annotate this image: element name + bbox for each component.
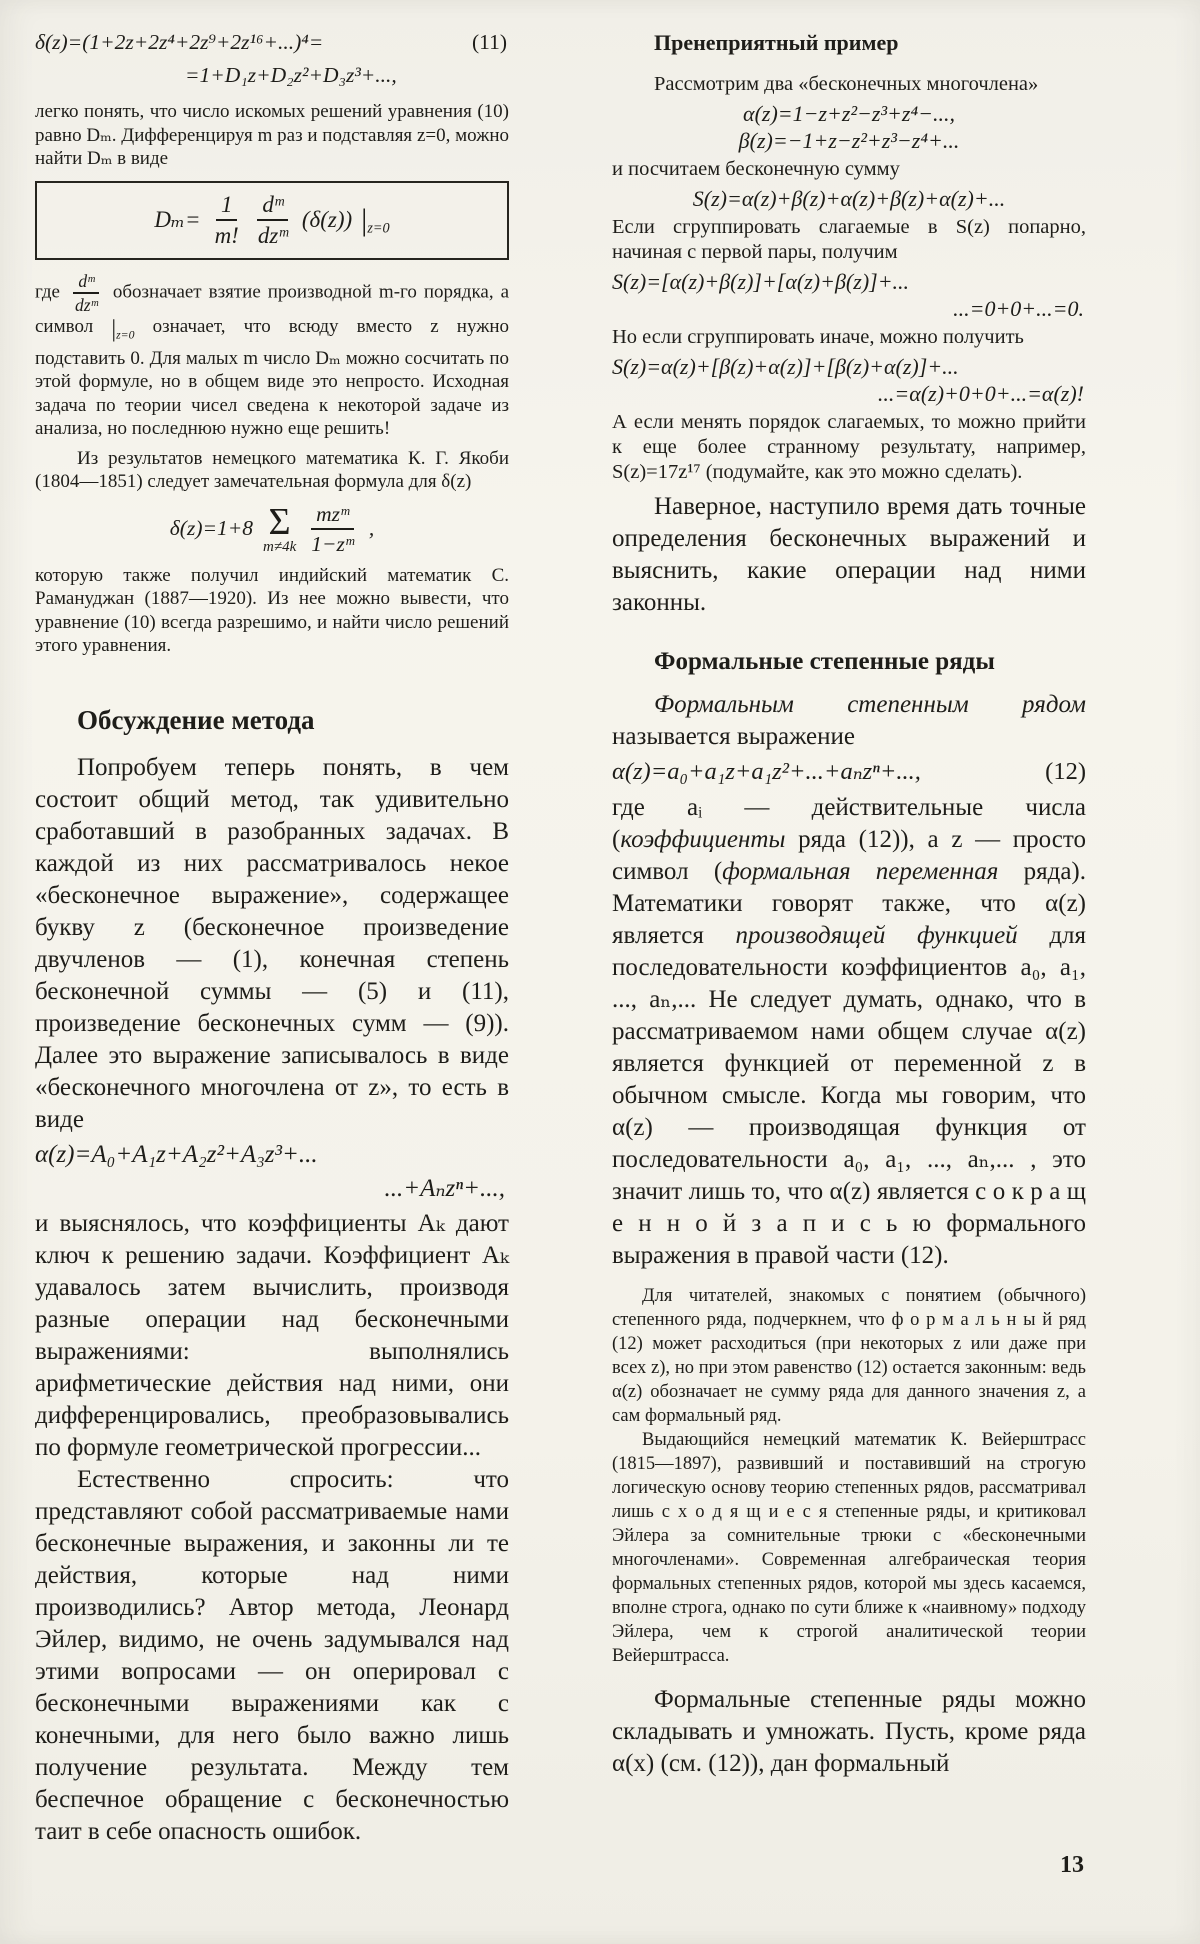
term-formal-variable: формальная переменная <box>722 858 999 885</box>
equation-s-grouping2 <box>612 353 1086 407</box>
fraction-one-over-m-factorial <box>210 192 244 250</box>
paragraph-coefficients: и выяснялось, что коэффициенты Aₖ дают ключ к решению задачи. Коэффициент Aₖ удавалось затем вычислить, производя разные операции над бесконечными выражениями: выполнялись арифметические действия над ними, они дифференцировались, преобразовывались по формуле геометрической прогрессии... <box>35 1209 509 1461</box>
equation-11-row2 <box>35 59 509 92</box>
paragraph-two-polynomials: Рассмотрим два «бесконечных многочлена» <box>654 73 1039 95</box>
fraction-jacobi <box>306 502 359 556</box>
equation-12 <box>612 755 1086 788</box>
page-number: 13 <box>1060 1852 1084 1878</box>
equation-11-line2: =1+D₁z+D₂z²+D₃z³+..., <box>185 63 397 87</box>
evaluation-bar: | <box>111 316 117 343</box>
text-segment: для последовательности коэффициентов a₀, a₁, ..., aₙ,... Не следует думать, однако, что в рассматриваемом нами общем случае α(z) является функцией от переменной z в обычном смысле. Когда мы говорим, что α(z) — производящая функция от последовательности a₀, a₁, ..., aₙ,... , это значит лишь то, что α(z) является с о к р а щ е н н о й з а п и с ь ю формального выражения в правой части (12). <box>612 922 1087 1269</box>
equation-s-line: S(z)=α(z)+β(z)+α(z)+β(z)+α(z)+... <box>692 186 1006 211</box>
equation-line: S(z)=[α(z)+β(z)]+[α(z)+β(z)]+... <box>612 269 910 294</box>
fraction-derivative-operator <box>253 192 293 250</box>
text-segment: где aᵢ — действительные числа ( <box>612 794 1086 853</box>
section-heading-method-discussion: Обсуждение метода <box>77 704 315 735</box>
equation-11 <box>35 26 509 92</box>
equation-alpha-line2: ...+Aₙzⁿ+..., <box>384 1174 505 1202</box>
left-column <box>35 26 509 1848</box>
summation-limit: m≠4k <box>263 538 297 555</box>
evaluation-bar: | <box>361 202 368 238</box>
equation-12-number: (12) <box>1045 758 1086 785</box>
equation-beta-def: β(z)=−1+z−z²+z³−z⁴+... <box>738 128 960 153</box>
equation-alpha-beta <box>612 100 1086 154</box>
fraction-denominator: dzᵐ <box>257 223 288 249</box>
fraction-denominator: 1−zᵐ <box>311 531 354 556</box>
equation-alpha-line1: α(z)=A₀+A₁z+A₂z²+A₃z³+... <box>35 1140 318 1168</box>
fraction-numerator: dᵐ <box>73 272 99 294</box>
sigma-symbol: Σ <box>268 500 291 543</box>
paragraph-petit-weierstrass: Выдающийся немецкий математик К. Вейерштрасс (1815—1897), развивший и поставивший на строгую логическую основу теорию степенных рядов, рассматривал лишь с х о д я щ и е с я степенные ряды, и критиковал Эйлера за сомнительные трюки с «бесконечными многочленами». Современная алгебраическая теория формальных степенных рядов, которой мы здесь касаемся, вполне строга, однако по сути ближе к «наивному» подходу Эйлера, чем к строгой аналитической теории Вейерштрасса. <box>612 1430 1086 1666</box>
paragraph-dm-intro: легко понять, что число искомых решений уравнения (10) равно Dₘ. Дифференцируя m раз и подставляя z=0, можно найти Dₘ в виде <box>35 101 509 169</box>
equation-alpha-series <box>35 1138 509 1206</box>
paragraph-add-multiply: Формальные степенные ряды можно складывать и умножать. Пусть, кроме ряда α(x) (см. (12)), дан формальный <box>612 1686 1086 1777</box>
right-column <box>612 26 1086 1780</box>
paragraph-euler: Естественно спросить: что представляют собой рассматриваемые нами бесконечные выражения, и законны ли те действия, которые над ними производились? Автор метода, Леонард Эйлер, видимо, не очень задумывался над этими вопросами — он оперировал с бесконечными выражениями как с конечными, для него было важно лишь получение результата. Между тем беспечное обращение с бесконечностью таит в себе опасность ошибок. <box>35 1465 509 1845</box>
paragraph-petit-divergence-note: Для читателей, знакомых с понятием (обычного) степенного ряда, подчеркнем, что ф о р м а л ь н ы й ряд (12) может расходиться (при некоторых z или даже при всех z), но при этом равенство (12) остается законным: ведь α(z) обозначает не сумму ряда для данного значения z, а сам формальный ряд. <box>612 1286 1086 1426</box>
equation-s-grouping1 <box>612 268 1086 322</box>
inline-fraction-derivative <box>70 272 103 315</box>
fraction-denominator: m! <box>214 223 239 249</box>
paragraph-group-pairs: Если сгруппировать слагаемые в S(z) попарно, начиная с первой пары, получим <box>612 216 1086 263</box>
equation-line-continuation: ...=0+0+...=0. <box>953 296 1084 321</box>
fraction-numerator: mzᵐ <box>311 502 354 530</box>
evaluation-bar-group <box>361 202 390 238</box>
equation-line-continuation: ...=α(z)+0+0+...=α(z)! <box>877 381 1084 406</box>
fraction-numerator: 1 <box>216 192 238 222</box>
text-segment: где <box>35 281 60 303</box>
equation-12-formula: α(z)=a₀+a₁z+a₁z²+...+aₙzⁿ+..., <box>612 758 921 785</box>
text-segment: означает, что всюду вместо z нужно подставить 0. Для малых m число Dₘ можно сосчитать по этой формуле, но в общем виде это непросто. Исходная задача по теории чисел сведена к некоторой задаче из анализа, но последнюю нужно еще решить! <box>35 315 510 440</box>
paragraph-ramanujan: которую также получил индийский математик С. Рамануджан (1887—1920). Из нее можно вывести, что уравнение (10) всегда разрешимо, и найти число решений этого уравнения. <box>35 564 509 657</box>
text-segment: ряда (12)), а z — просто символ ( <box>612 826 1087 885</box>
evaluation-subscript: z=0 <box>116 328 135 342</box>
text-segment: обозначает взятие производной m-го порядка, а символ <box>35 281 510 337</box>
paragraph-time-for-definitions: Наверное, наступило время дать точные определения бесконечных выражений и выяснить, какие операции над ними законны. <box>612 493 1086 616</box>
term-formal-power-series: Формальным степенным рядом <box>654 691 1086 718</box>
section-heading-unpleasant-example: Пренеприятный пример <box>654 30 899 55</box>
fraction-denominator: dzᵐ <box>74 295 98 316</box>
equation-11-line1: δ(z)=(1+2z+2z⁴+2z⁹+2z¹⁶+...)⁴= <box>35 30 324 54</box>
paragraph-method-overview: Попробуем теперь понять, в чем состоит общий метод, так удивительно сработавший в разобранных задачах. В каждой из них рассматривалось некое «бесконечное выражение», содержащее букву z (бесконечное произведение двучленов — (1), конечная степень бесконечной суммы — (5) и (11), произведение бесконечных сумм — (9)). Далее это выражение записывалось в виде «бесконечного многочлена от z», то есть в виде <box>35 753 509 1133</box>
evaluation-subscript: z=0 <box>367 220 390 237</box>
paragraph-generating-function <box>612 792 1086 1272</box>
paragraph-group-differently: Но если сгруппировать иначе, можно получить <box>612 326 1024 348</box>
paragraph-derivative-explanation <box>35 272 509 441</box>
boxed-formula-dm <box>35 181 509 261</box>
jacobi-comma: , <box>368 516 375 541</box>
equation-alpha-def: α(z)=1−z+z²−z³+z⁴−..., <box>743 101 955 126</box>
text-segment: ряда). Математики говорят также, что α(z) является <box>612 858 1086 949</box>
paragraph-formal-series-definition <box>612 689 1086 753</box>
equation-line: S(z)=α(z)+[β(z)+α(z)]+[β(z)+α(z)]+... <box>612 354 959 379</box>
text-segment: называется выражение <box>612 723 855 750</box>
equation-11-row1 <box>35 26 509 59</box>
summation <box>263 500 297 555</box>
paragraph-jacobi-intro: Из результатов немецкого математика К. Г. Якоби (1804—1851) следует замечательная формула для δ(z) <box>35 447 509 493</box>
paragraph-infinite-sum: и посчитаем бесконечную сумму <box>612 158 900 180</box>
equation-s-definition <box>612 185 1086 212</box>
fraction-numerator: dᵐ <box>257 192 288 222</box>
term-generating-function: производящей функцией <box>735 922 1018 949</box>
dm-lhs: Dₘ= <box>154 207 201 233</box>
dm-rhs: (δ(z)) <box>301 207 353 233</box>
jacobi-lhs: δ(z)=1+8 <box>169 516 253 541</box>
equation-jacobi <box>35 502 509 556</box>
paragraph-stranger-result: А если менять порядок слагаемых, то можно прийти к еще более странному результату, например, S(z)=17z¹⁷ (подумайте, как это можно сделать). <box>612 411 1086 483</box>
section-heading-formal-power-series: Формальные степенные ряды <box>654 648 995 675</box>
equation-11-number: (11) <box>471 30 507 54</box>
evaluation-bar-group <box>111 316 135 343</box>
term-coefficients: коэффициенты <box>620 826 786 853</box>
